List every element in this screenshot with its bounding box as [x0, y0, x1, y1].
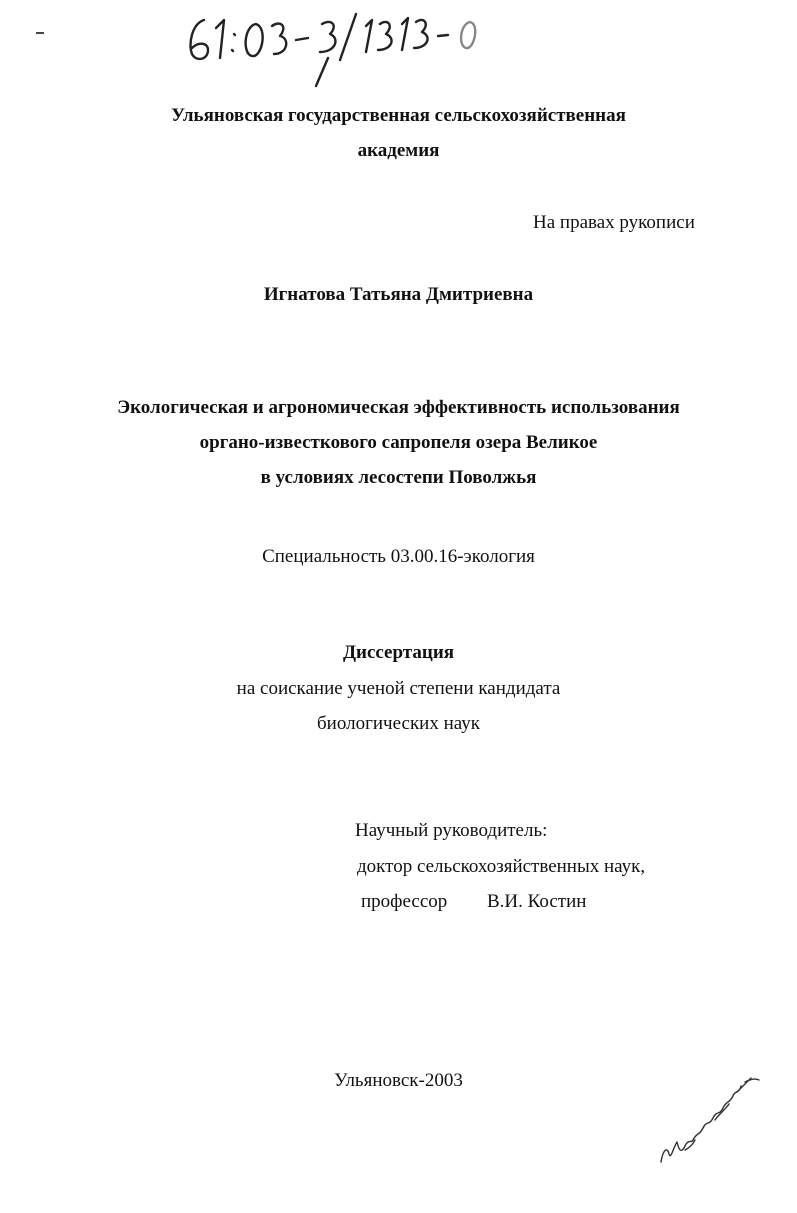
supervisor-label: Научный руководитель: [355, 820, 548, 841]
title-line-3: в условиях лесостепи Поволжья [260, 467, 537, 488]
supervisor-degree: доктор сельскохозяйственных наук, [357, 856, 646, 877]
manuscript-rights: На правах рукописи [533, 212, 695, 233]
supervisor-rank: профессор [361, 891, 448, 912]
handwritten-archive-number [180, 8, 500, 88]
specialty: Специальность 03.00.16-экология [262, 546, 535, 567]
institution-line-2: академия [357, 140, 440, 161]
place-year: Ульяновск-2003 [334, 1070, 463, 1091]
work-type-heading: Диссертация [342, 642, 455, 663]
archive-number-text: 61:03-3/1313-0 [180, 8, 187, 9]
title-line-2: органо-известкового сапропеля озера Великое [199, 432, 598, 453]
institution-line-1: Ульяновская государственная сельскохозяйственная [171, 105, 626, 126]
author-name: Игнатова Татьяна Дмитриевна [263, 284, 534, 305]
supervisor-name: В.И. Костин [487, 891, 587, 912]
handwritten-signature [655, 1070, 765, 1170]
work-type-line-1: на соискание ученой степени кандидата [236, 678, 561, 699]
title-line-1: Экологическая и агрономическая эффективность использования [117, 397, 680, 418]
work-type-line-2: биологических наук [317, 713, 480, 734]
dash-mark [36, 32, 44, 35]
